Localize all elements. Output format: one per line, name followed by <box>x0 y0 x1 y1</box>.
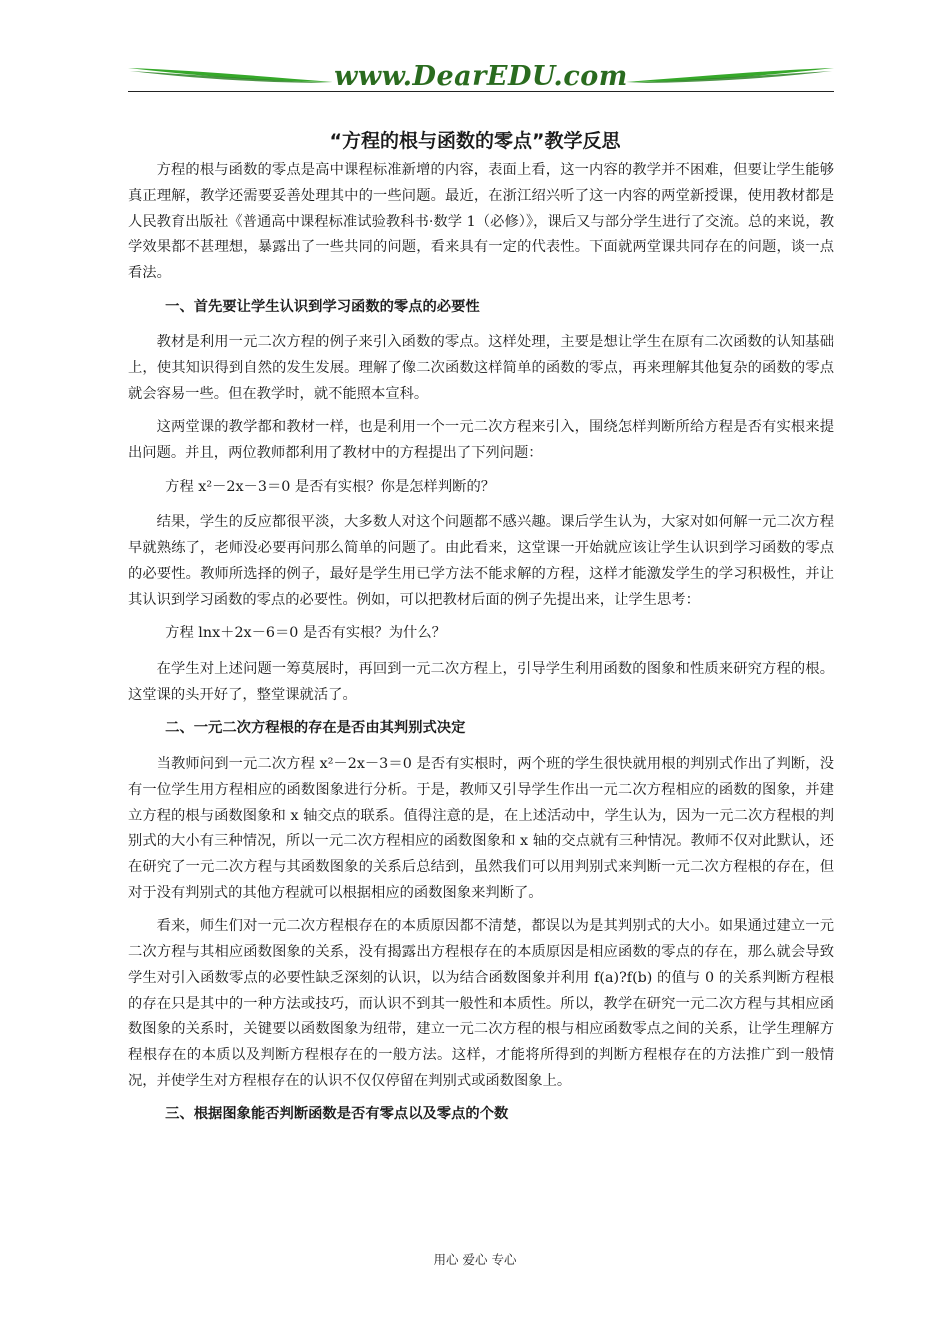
site-url: www.DearEDU.com <box>334 61 628 92</box>
equation-question: 方程 x²－2x－3＝0 是否有实根？你是怎样判断的？ <box>165 478 496 495</box>
header-divider <box>128 91 834 92</box>
equation-question: 方程 lnx＋2x－6＝0 是否有实根？为什么？ <box>165 625 446 642</box>
section-1-paragraph: 在学生对上述问题一筹莫展时，再回到一元二次方程上，引导学生利用函数的图象和性质来研究方程的根。这堂课的头开好了，整堂课就活了。 <box>128 660 834 703</box>
section-1-paragraph: 这两堂课的教学都和教材一样，也是利用一个一元二次方程来引入，围绕怎样判断所给方程是否有实根来提出问题。并且，两位教师都利用了教材中的方程提出了下列问题： <box>128 419 834 462</box>
page-title: “方程的根与函数的零点”教学反思 <box>329 130 621 152</box>
section-2-heading: 二、一元二次方程根的存在是否由其判别式决定 <box>165 720 466 737</box>
section-1-heading: 一、首先要让学生认识到学习函数的零点的必要性 <box>165 298 480 315</box>
site-header-banner <box>128 58 834 98</box>
section-2-paragraph: 看来，师生们对一元二次方程根存在的本质原因都不清楚，都误以为是其判别式的大小。如果通过建立一元二次方程与其相应函数图象的关系，没有揭露出方程根存在的本质原因是相应函数的零点的存在，那么就会导致学生对引入函数零点的必要性缺乏深刻的认识，以为结合函数图象并利用 f(a)?f(b) 的值与 0 的关系判断方程根的存在只是其中的一种方法或技巧，而认识不到其一般性和本质性。所以，教学在研究一元二次方程与其相应函数图象的关系时，关键要以函数图象为纽带，建立一元二次方程的根与相应函数零点之间的关系，让学生理解方程根存在的本质以及判断方程根存在的一般方法。这样，才能将所得到的判断方程根存在的方法推广到一般情况，并使学生对方程根存在的认识不仅仅停留在判别式或函数图象上。 <box>128 918 834 1090</box>
intro-paragraph: 方程的根与函数的零点是高中课程标准新增的内容，表面上看，这一内容的教学并不困难，但要让学生能够真正理解，教学还需要妥善处理其中的一些问题。最近，在浙江绍兴听了这一内容的两堂新授课，使用教材都是人民教育出版社《普通高中课程标准试验教科书·数学 1（必修）》，课后又与部分学生进行了交流。总的来说，教学效果都不甚理想，暴露出了一些共同的问题，看来具有一定的代表性。下面就两堂课共同存在的问题，谈一点看法。 <box>128 162 834 282</box>
section-1-paragraph: 教材是利用一元二次方程的例子来引入函数的零点。这样处理，主要是想让学生在原有二次函数的认知基础上，使其知识得到自然的发生发展。理解了像二次函数这样简单的函数的零点，再来理解其他复杂的函数的零点就会容易一些。但在教学时，就不能照本宣科。 <box>128 334 834 402</box>
article-body <box>128 158 834 1138</box>
page-footer: 用心 爱心 专心 <box>433 1252 517 1267</box>
section-2-paragraph: 当教师问到一元二次方程 x²－2x－3＝0 是否有实根时，两个班的学生很快就用根的判别式作出了判断，没有一位学生用方程相应的函数图象进行分析。于是，教师又引导学生作出一元二次方程相应的函数的图象，并建立方程的根与函数图象和 x 轴交点的联系。值得注意的是，在上述活动中，学生认为，因为一元二次方程根的判别式的大小有三种情况，所以一元二次方程相应的函数图象和 x 轴的交点就有三种情况。教师不仅对此默认，还在研究了一元二次方程与其函数图象的关系后总结到，虽然我们可以用判别式来判断一元二次方程根的存在，但对于没有判别式的其他方程就可以根据相应的函数图象来判断了。 <box>128 755 834 901</box>
section-3-heading: 三、根据图象能否判断函数是否有零点以及零点的个数 <box>165 1106 509 1123</box>
section-1-paragraph: 结果，学生的反应都很平淡，大多数人对这个问题都不感兴趣。课后学生认为，大家对如何解一元二次方程早就熟练了，老师没必要再问那么简单的问题了。由此看来，这堂课一开始就应该让学生认识到学习函数的零点的必要性。教师所选择的例子，最好是学生用已学方法不能求解的方程，这样才能激发学生的学习积极性，并让其认识到学习函数的零点的必要性。例如，可以把教材后面的例子先提出来，让学生思考： <box>128 514 834 608</box>
